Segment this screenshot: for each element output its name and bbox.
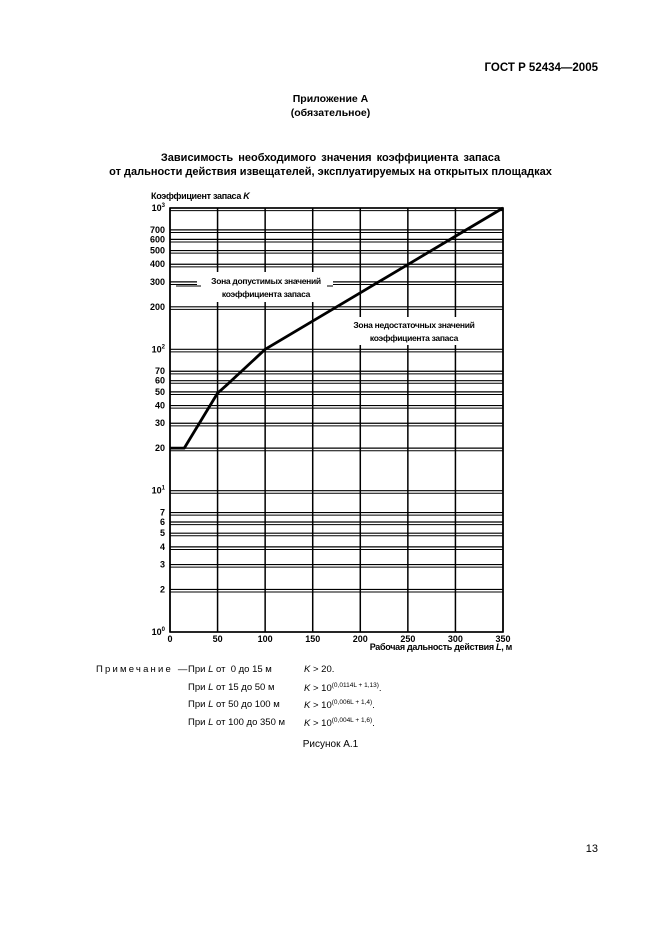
annotation-insufficient-zone-line-2: коэффициента запаса — [369, 333, 459, 343]
note-formula-2: $K > 10^{(0,006L + 1,4)}$. — [304, 699, 375, 712]
y-tick-label-10: 50 — [154, 386, 165, 397]
y-tick-labels — [150, 203, 166, 637]
x-tick-label-7: 350 — [495, 634, 511, 644]
note-formula-3: $K > 10^{(0,004L + 1,6)}$. — [304, 716, 375, 729]
vertical-gridlines — [170, 208, 503, 632]
y-tick-label-11: 40 — [154, 400, 165, 411]
y-tick-label-8: 70 — [154, 366, 165, 377]
note-condition-1: При L от 15 до 50 м — [188, 681, 275, 693]
note-condition-0: При L от 0 до 15 м — [188, 664, 272, 675]
x-tick-label-5: 250 — [400, 634, 416, 644]
x-axis-label: Рабочая дальность действия L, м — [369, 642, 512, 652]
y-tick-label-14: $10^1$ — [151, 485, 165, 496]
y-tick-label-19: 3 — [159, 559, 165, 570]
y-tick-label-20: 2 — [159, 584, 165, 595]
y-tick-label-18: 4 — [159, 541, 165, 552]
page-number: 13 — [585, 843, 598, 855]
y-tick-label-3: 500 — [149, 245, 165, 256]
figure-title-line-1: Зависимость необходимого значения коэффициента запаса — [160, 152, 501, 164]
standard-code: ГОСТ Р 52434—2005 — [484, 62, 598, 74]
y-tick-label-12: 30 — [154, 418, 165, 429]
x-tick-label-3: 150 — [305, 634, 321, 644]
appendix-status: (обязательное) — [290, 107, 371, 119]
plot-frame — [170, 208, 503, 632]
figure-title-line-2: от дальности действия извещателей, эксплуатируемых на открытых площадках — [109, 166, 552, 178]
y-tick-label-9: 60 — [154, 375, 165, 386]
horizontal-gridlines — [170, 208, 503, 632]
note-condition-3: При L от 100 до 350 м — [188, 716, 286, 728]
y-tick-label-13: 20 — [154, 443, 165, 454]
note-formula-0: K > 20. — [304, 664, 335, 675]
annotation-insufficient-zone-line-1: Зона недостаточных значений — [353, 320, 475, 330]
note-label: Примечание — — [96, 664, 190, 675]
figure-caption: Рисунок А.1 — [302, 739, 359, 750]
x-tick-label-4: 200 — [352, 634, 368, 644]
note-condition-2: При L от 50 до 100 м — [188, 699, 280, 710]
y-tick-label-7: $10^2$ — [151, 344, 165, 355]
y-tick-label-15: 7 — [159, 507, 165, 518]
y-tick-label-1: 700 — [149, 224, 165, 235]
y-tick-label-5: 300 — [149, 276, 165, 287]
y-tick-label-16: 6 — [159, 517, 165, 528]
x-tick-label-2: 100 — [257, 634, 273, 644]
note-formula-1: $K > 10^{(0,0114L + 1,13)}$. — [304, 681, 382, 694]
y-tick-label-6: 200 — [149, 301, 165, 312]
y-tick-label-4: 400 — [149, 259, 165, 270]
appendix-title: Приложение А — [292, 93, 369, 105]
y-axis-label: Коэффициент запаса K — [151, 191, 250, 201]
annotation-allowed-zone-line-1: Зона допустимых значений — [211, 276, 321, 286]
x-tick-label-0: 0 — [167, 634, 173, 644]
y-tick-label-0: $10^3$ — [151, 203, 165, 213]
y-tick-label-21: $10^0$ — [151, 627, 165, 637]
annotation-allowed-zone-line-2: коэффициента запаса — [221, 289, 311, 299]
y-tick-label-2: 600 — [149, 234, 165, 245]
y-tick-label-17: 5 — [159, 528, 165, 539]
x-tick-label-1: 50 — [212, 634, 223, 644]
x-tick-label-6: 300 — [447, 634, 463, 644]
